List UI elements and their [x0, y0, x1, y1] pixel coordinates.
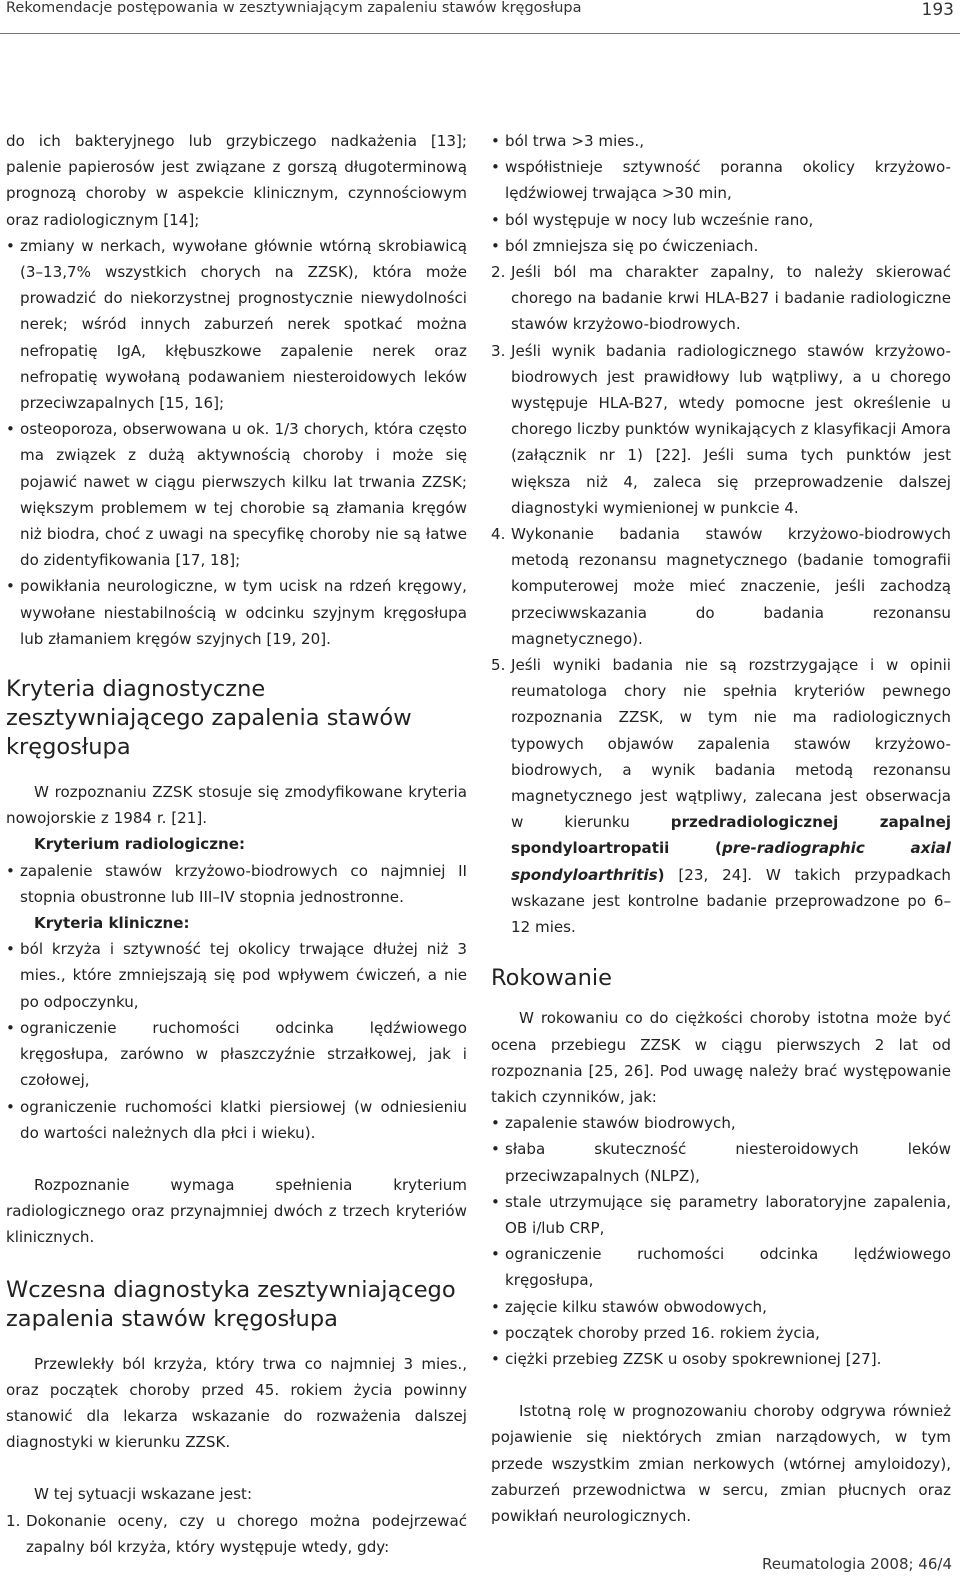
journal-footer: Reumatologia 2008; 46/4: [761, 1555, 952, 1573]
list-item: [491, 338, 951, 521]
criteria-intro: W rozpoznaniu ZZSK stosuje się zmodyfikowane kryteria nowojorskie z 1984 r. [21].: [6, 783, 467, 828]
list-item: [491, 652, 951, 940]
list-item: • początek choroby przed 16. rokiem życia,: [491, 1320, 951, 1346]
list-item: • ciężki przebieg ZZSK u osoby spokrewnionej [27].: [491, 1346, 951, 1372]
list-item: • ograniczenie ruchomości klatki piersiowej (w odniesieniu do wartości należnych dla płci i wieku).: [6, 1094, 467, 1146]
step5-text-after: [23, 24]. W takich przypadkach wskazane jest kontrolne badanie przeprowadzone po 6–12 mies.: [511, 865, 951, 937]
list-item: • osteoporoza, obserwowana u ok. 1/3 chorych, która często ma związek z dużą aktywnością choroby i może się pojawić nawet w ciągu pierwszych kilku lat trwania ZZSK; większym problemem w tej chorobie są złamania kręgów niż biodra, choć z uwagi na specyfikę choroby nie są łatwe do zidentyfikowania [17, 18];: [6, 416, 467, 573]
prognosis-factors-list: [491, 1110, 951, 1372]
step5-text-before: Jeśli wyniki badania nie są rozstrzygające i w opinii reumatologa chory nie spełnia kryteriów pewnego rozpoznania ZZSK, w tym nie ma radiologicznych typowych objawów zapalenia stawów krzyżowo-biodrowych, a wynik badania metodą rezonansu magnetycznego jest wątpliwy, zalecana jest obserwacja w kierunku: [511, 656, 951, 832]
list-item: [491, 259, 951, 338]
situation-intro: W tej sytuacji wskazane jest:: [34, 1485, 253, 1504]
list-item: • zapalenie stawów biodrowych,: [491, 1110, 951, 1136]
step-text: Jeśli wynik badania radiologicznego stawów krzyżowo-biodrowych jest prawidłowy lub wątpliwy, a u chorego występuje HLA-B27, wtedy pomocne jest określenie u chorego liczby punktów wynikających z klasyfikacji Amora (załącznik nr 1) [22]. Jeśli suma tych punktów jest większa niż 4, zaleca się przeprowadzenie dalszej diagnostyki wymienionej w punkcie 4.: [511, 341, 951, 517]
heading-early-diagnosis: Wczesna diagnostyka zesztywniającego zapalenia stawów kręgosłupa: [6, 1276, 456, 1332]
intro-continuation: do ich bakteryjnego lub grzybiczego nadkażenia [13]; palenie papierosów jest związane z gorszą długoterminową prognozą choroby w aspekcie klinicznym, czynnościowym oraz radiologicznym [14];: [6, 132, 467, 229]
page-number: 193: [921, 0, 954, 20]
list-item: • zmiany w nerkach, wywołane głównie wtórną skrobiawicą (3–13,7% wszystkich chorych na ZZSK), która może prowadzić do niekorzystnej prognostycznie niewydolności nerek; wśród innych zaburzeń nerek spotkać można nefropatię IgA, kłębuszkowe zapalenie nerek oraz nefropatię wywołaną podawaniem niesteroidowych leków przeciwzapalnych [15, 16];: [6, 233, 467, 416]
step5-term-english: pre-radiographic axial spondyloarthritis: [511, 839, 951, 884]
steps-list-left: [6, 1508, 467, 1560]
list-item: [6, 1508, 467, 1560]
list-item: • współistnieje sztywność poranna okolicy krzyżowo-lędźwiowej trwająca >30 min,: [491, 154, 951, 206]
step5-term: przedradiologicznej zapalnej spondyloartropatii (: [511, 813, 952, 858]
steps-list-right: [491, 259, 951, 940]
diagnosis-requirement: Rozpoznanie wymaga spełnienia kryterium radiologicznego oraz przynajmniej dwóch z trzech kryteriów klinicznych.: [6, 1175, 467, 1247]
running-title: Rekomendacje postępowania w zesztywniającym zapaleniu stawów kręgosłupa: [6, 0, 582, 16]
list-item: • ból występuje w nocy lub wcześnie rano,: [491, 207, 951, 233]
list-item: • stale utrzymujące się parametry laboratoryjne zapalenia, OB i/lub CRP,: [491, 1189, 951, 1241]
step-text: Jeśli ból ma charakter zapalny, to należy skierować chorego na badanie krwi HLA-B27 i badanie radiologiczne stawów krzyżowo-biodrowych.: [511, 263, 951, 334]
step-number: 1.: [6, 1511, 21, 1530]
step-number: 3.: [491, 341, 506, 360]
step-number: 5.: [491, 656, 506, 675]
radiological-list: [6, 858, 467, 910]
radiological-label: Kryterium radiologiczne:: [34, 835, 246, 854]
list-item: • ból trwa >3 mies.,: [491, 128, 951, 154]
list-item: • zajęcie kilku stawów obwodowych,: [491, 1294, 951, 1320]
list-item: • ból zmniejsza się po ćwiczeniach.: [491, 233, 951, 259]
list-item: • ograniczenie ruchomości odcinka lędźwiowego kręgosłupa,: [491, 1241, 951, 1293]
running-head: [0, 0, 960, 36]
closing-paragraph: Istotną rolę w prognozowaniu choroby odgrywa również pojawienie się niektórych zmian narządowych, w tym przede wszystkim zmian nerkowych (wtórnej amyloidozy), zaburzeń przewodnictwa w sercu, zmian płucnych oraz powikłań neurologicznych.: [491, 1402, 951, 1525]
early-diagnosis-paragraph: Przewlekły ból krzyża, który trwa co najmniej 3 mies., oraz początek choroby przed 45. rokiem życia powinny stanowić dla lekarza wskazanie do rozważenia dalszej diagnostyki w kierunku ZZSK.: [6, 1354, 467, 1452]
list-item: • powikłania neurologiczne, w tym ucisk na rdzeń kręgowy, wywołane niestabilnością w odcinku szyjnym kręgosłupa lub złamaniem kręgów szyjnych [19, 20].: [6, 573, 467, 652]
inflammatory-pain-list: [491, 128, 951, 259]
step-text: [511, 656, 951, 936]
right-column: [491, 128, 951, 1529]
list-item: • ból krzyża i sztywność tej okolicy trwające dłużej niż 3 mies., które zmniejszają się pod wpływem ćwiczeń, a nie po odpoczynku,: [6, 936, 467, 1015]
prognosis-intro: W rokowaniu co do ciężkości choroby istotna może być ocena przebiegu ZZSK w ciągu pierwszych 2 lat od rozpoznania [25, 26]. Pod uwagę należy brać występowanie takich czynników, jak:: [491, 1009, 951, 1106]
step-text: Wykonanie badania stawów krzyżowo-biodrowych metodą rezonansu magnetycznego (badanie tomografii komputerowej może mieć znaczenie, jeśli zachodzą przeciwwskazania do badania rezonansu magnetycznego).: [511, 525, 951, 648]
clinical-list: [6, 936, 467, 1146]
step-text: Dokonanie oceny, czy u chorego można podejrzewać zapalny ból krzyża, który występuje wtedy, gdy:: [26, 1511, 467, 1556]
complications-list: [6, 233, 467, 652]
left-column: [6, 128, 467, 1560]
clinical-label: Kryteria kliniczne:: [34, 914, 190, 933]
step5-term-close: ): [657, 865, 665, 884]
step-number: 4.: [491, 525, 506, 544]
heading-prognosis: Rokowanie: [491, 965, 612, 992]
list-item: • słaba skuteczność niesteroidowych leków przeciwzapalnych (NLPZ),: [491, 1136, 951, 1188]
header-rule: [0, 33, 960, 34]
list-item: [491, 521, 951, 652]
list-item: • ograniczenie ruchomości odcinka lędźwiowego kręgosłupa, zarówno w płaszczyźnie strzałkowej, jak i czołowej,: [6, 1015, 467, 1094]
step-number: 2.: [491, 263, 506, 282]
heading-criteria: Kryteria diagnostyczne zesztywniającego zapalenia stawów kręgosłupa: [6, 676, 412, 761]
list-item: • zapalenie stawów krzyżowo-biodrowych co najmniej II stopnia obustronne lub III–IV stopnia jednostronne.: [6, 858, 467, 910]
